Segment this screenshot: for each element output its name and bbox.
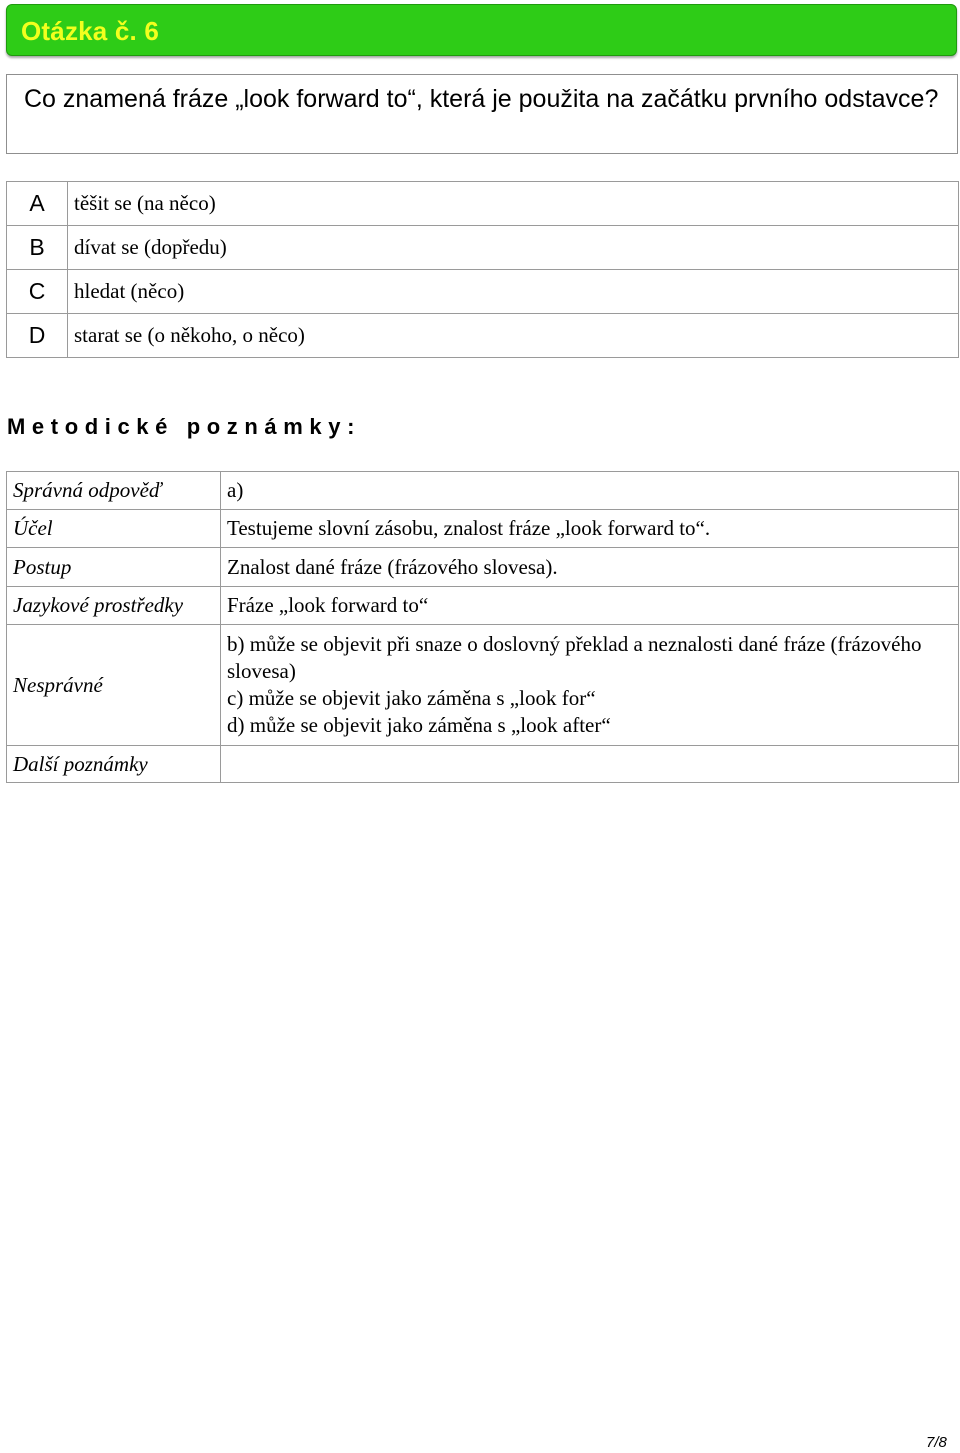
notes-value: Znalost dané fráze (frázového slovesa).: [221, 548, 959, 587]
notes-value: [221, 746, 959, 783]
option-letter: A: [7, 182, 68, 226]
notes-value: Testujeme slovní zásobu, znalost fráze „look forward to“.: [221, 510, 959, 548]
notes-value: a): [221, 472, 959, 510]
question-box: [6, 74, 958, 154]
option-row-c: [7, 270, 959, 314]
incorrect-item: d) může se objevit jako záměna s „look after“: [227, 713, 611, 737]
incorrect-item: b) může se objevit při snaze o doslovný překlad a neznalosti dané fráze (frázového slovesa): [227, 632, 922, 683]
incorrect-item: c) může se objevit jako záměna s „look for“: [227, 686, 596, 710]
notes-heading: Metodické poznámky:: [7, 414, 362, 439]
notes-row-procedure: [7, 548, 959, 587]
notes-value: Fráze „look forward to“: [221, 587, 959, 625]
notes-label: Další poznámky: [7, 746, 221, 783]
methodical-notes-table: [6, 471, 959, 783]
page-number: 7/8: [926, 1434, 947, 1451]
notes-row-incorrect: [7, 625, 959, 746]
option-text: hledat (něco): [68, 270, 959, 314]
notes-row-language-means: [7, 587, 959, 625]
option-text: starat se (o někoho, o něco): [68, 314, 959, 358]
option-text: dívat se (dopředu): [68, 226, 959, 270]
question-title: Otázka č. 6: [21, 16, 160, 46]
option-row-a: [7, 182, 959, 226]
notes-value-incorrect-list: [221, 625, 959, 746]
option-text: těšit se (na něco): [68, 182, 959, 226]
notes-label: Jazykové prostředky: [7, 587, 221, 625]
option-letter: D: [7, 314, 68, 358]
option-letter: B: [7, 226, 68, 270]
notes-label: Nesprávné: [7, 625, 221, 746]
notes-label: Postup: [7, 548, 221, 587]
option-row-d: [7, 314, 959, 358]
notes-row-purpose: [7, 510, 959, 548]
notes-row-correct-answer: [7, 472, 959, 510]
answer-options-table: [6, 181, 959, 358]
question-text: Co znamená fráze „look forward to“, která je použita na začátku prvního odstavce?: [24, 85, 939, 113]
notes-row-other-notes: [7, 746, 959, 783]
option-letter: C: [7, 270, 68, 314]
notes-label: Správná odpověď: [7, 472, 221, 510]
question-header-banner: [6, 4, 957, 56]
option-row-b: [7, 226, 959, 270]
notes-label: Účel: [7, 510, 221, 548]
